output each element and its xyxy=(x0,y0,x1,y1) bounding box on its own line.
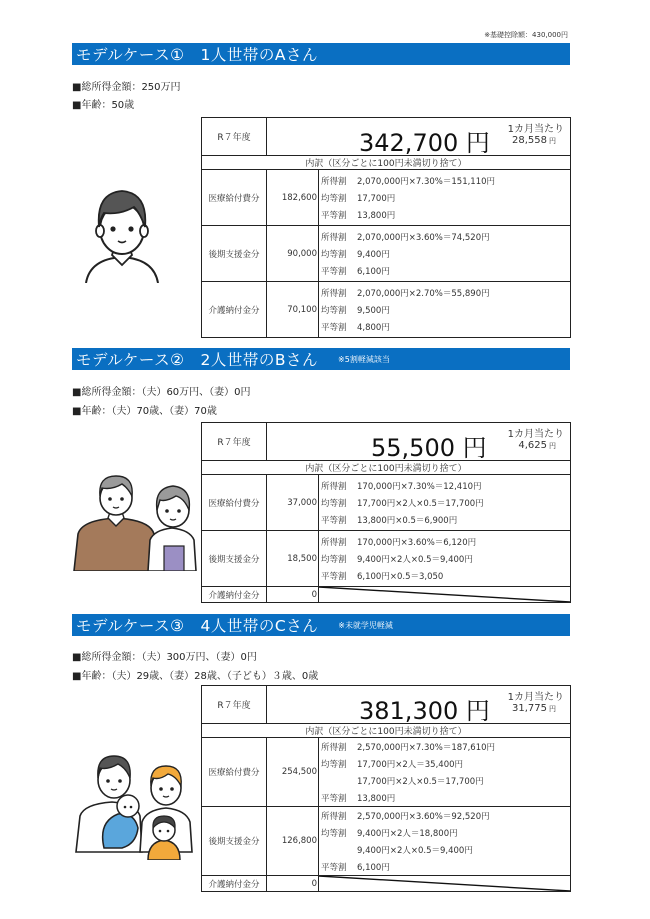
monthly-label: 1カ月当たり xyxy=(507,692,564,703)
case-1-age: ■年齢：50歳 xyxy=(72,100,135,111)
category-support: 後期支援金分 xyxy=(202,226,267,282)
basic-deduction-note: ※基礎控除額：430,000円 xyxy=(484,31,568,39)
elderly-couple-illustration xyxy=(72,474,197,571)
case-2-income: ■総所得金額：（夫）60万円、（妻）0円 xyxy=(72,387,251,398)
monthly-amount: 28,558 円 xyxy=(512,135,556,146)
detail-medical: 所得割 170,000円×7.30%＝12,410円 均等割 17,700円×2人×0.5＝17,700円 平等割 13,800円×0.5＝6,900円 xyxy=(319,475,571,531)
case-3-table xyxy=(201,685,571,892)
monthly-label: 1カ月当たり xyxy=(507,124,564,135)
category-care: 介護納付金分 xyxy=(202,587,267,603)
case-2-note: ※5割軽減該当 xyxy=(338,354,390,364)
detail-support: 所得割 2,570,000円×3.60%＝92,520円 均等割 9,400円×2人＝18,800円 9,400円×2人×0.5＝9,400円 平等割 6,100円 xyxy=(319,807,571,876)
amount-support: 18,500 xyxy=(267,531,319,587)
category-care: 介護納付金分 xyxy=(202,282,267,338)
year-label: R７年度 xyxy=(202,686,267,724)
year-label: R７年度 xyxy=(202,423,267,461)
not-applicable-diagonal xyxy=(319,876,571,892)
detail-care: 所得割 2,070,000円×2.70%＝55,890円 均等割 9,500円 平等割 4,800円 xyxy=(319,282,571,338)
case-3-income: ■総所得金額：（夫）300万円、（妻）0円 xyxy=(72,652,257,663)
amount-care: 0 xyxy=(267,587,319,603)
category-support: 後期支援金分 xyxy=(202,531,267,587)
monthly-amount: 4,625 円 xyxy=(518,440,556,451)
case-2-banner xyxy=(72,348,570,370)
monthly-amount: 31,775 円 xyxy=(512,703,556,714)
amount-medical: 254,500 xyxy=(267,738,319,807)
case-3-note: ※未就学児軽減 xyxy=(338,620,393,630)
amount-medical: 182,600 xyxy=(267,170,319,226)
total-cell xyxy=(267,686,571,724)
category-medical: 医療給付費分 xyxy=(202,170,267,226)
breakdown-header: 内訳（区分ごとに100円未満切り捨て） xyxy=(202,461,571,475)
annual-total: 55,500 円 xyxy=(371,434,487,462)
case-3-title: モデルケース③ 4人世帯のCさん xyxy=(76,617,319,635)
amount-care: 0 xyxy=(267,876,319,892)
case-2-title: モデルケース② 2人世帯のBさん xyxy=(76,351,319,369)
detail-support: 所得割 170,000円×3.60%＝6,120円 均等割 9,400円×2人×0.5＝9,400円 平等割 6,100円×0.5＝3,050 xyxy=(319,531,571,587)
amount-care: 70,100 xyxy=(267,282,319,338)
detail-medical: 所得割 2,570,000円×7.30%＝187,610円 均等割 17,700円×2人＝35,400円 17,700円×2人×0.5＝17,700円 平等割 13,800円 xyxy=(319,738,571,807)
case-1-income: ■総所得金額：250万円 xyxy=(72,82,181,93)
amount-support: 126,800 xyxy=(267,807,319,876)
not-applicable-diagonal xyxy=(319,587,571,603)
category-medical: 医療給付費分 xyxy=(202,475,267,531)
detail-support: 所得割 2,070,000円×3.60%＝74,520円 均等割 9,400円 平等割 6,100円 xyxy=(319,226,571,282)
single-man-illustration xyxy=(82,185,162,283)
family-of-four-illustration xyxy=(72,752,200,860)
total-cell xyxy=(267,118,571,156)
breakdown-header: 内訳（区分ごとに100円未満切り捨て） xyxy=(202,156,571,170)
case-1-title: モデルケース① 1人世帯のAさん xyxy=(76,46,319,64)
case-3-banner xyxy=(72,614,570,636)
case-2-table xyxy=(201,422,571,603)
monthly-label: 1カ月当たり xyxy=(507,429,564,440)
category-medical: 医療給付費分 xyxy=(202,738,267,807)
amount-medical: 37,000 xyxy=(267,475,319,531)
year-label: R７年度 xyxy=(202,118,267,156)
category-care: 介護納付金分 xyxy=(202,876,267,892)
case-3-age: ■年齢：（夫）29歳、（妻）28歳、（子ども）３歳、0歳 xyxy=(72,671,319,682)
breakdown-header: 内訳（区分ごとに100円未満切り捨て） xyxy=(202,724,571,738)
case-1-banner xyxy=(72,43,570,65)
amount-support: 90,000 xyxy=(267,226,319,282)
detail-medical: 所得割 2,070,000円×7.30%＝151,110円 均等割 17,700円 平等割 13,800円 xyxy=(319,170,571,226)
annual-total: 342,700 円 xyxy=(359,129,490,157)
annual-total: 381,300 円 xyxy=(359,697,490,725)
category-support: 後期支援金分 xyxy=(202,807,267,876)
case-2-age: ■年齢：（夫）70歳、（妻）70歳 xyxy=(72,406,217,417)
case-1-table xyxy=(201,117,571,338)
total-cell xyxy=(267,423,571,461)
